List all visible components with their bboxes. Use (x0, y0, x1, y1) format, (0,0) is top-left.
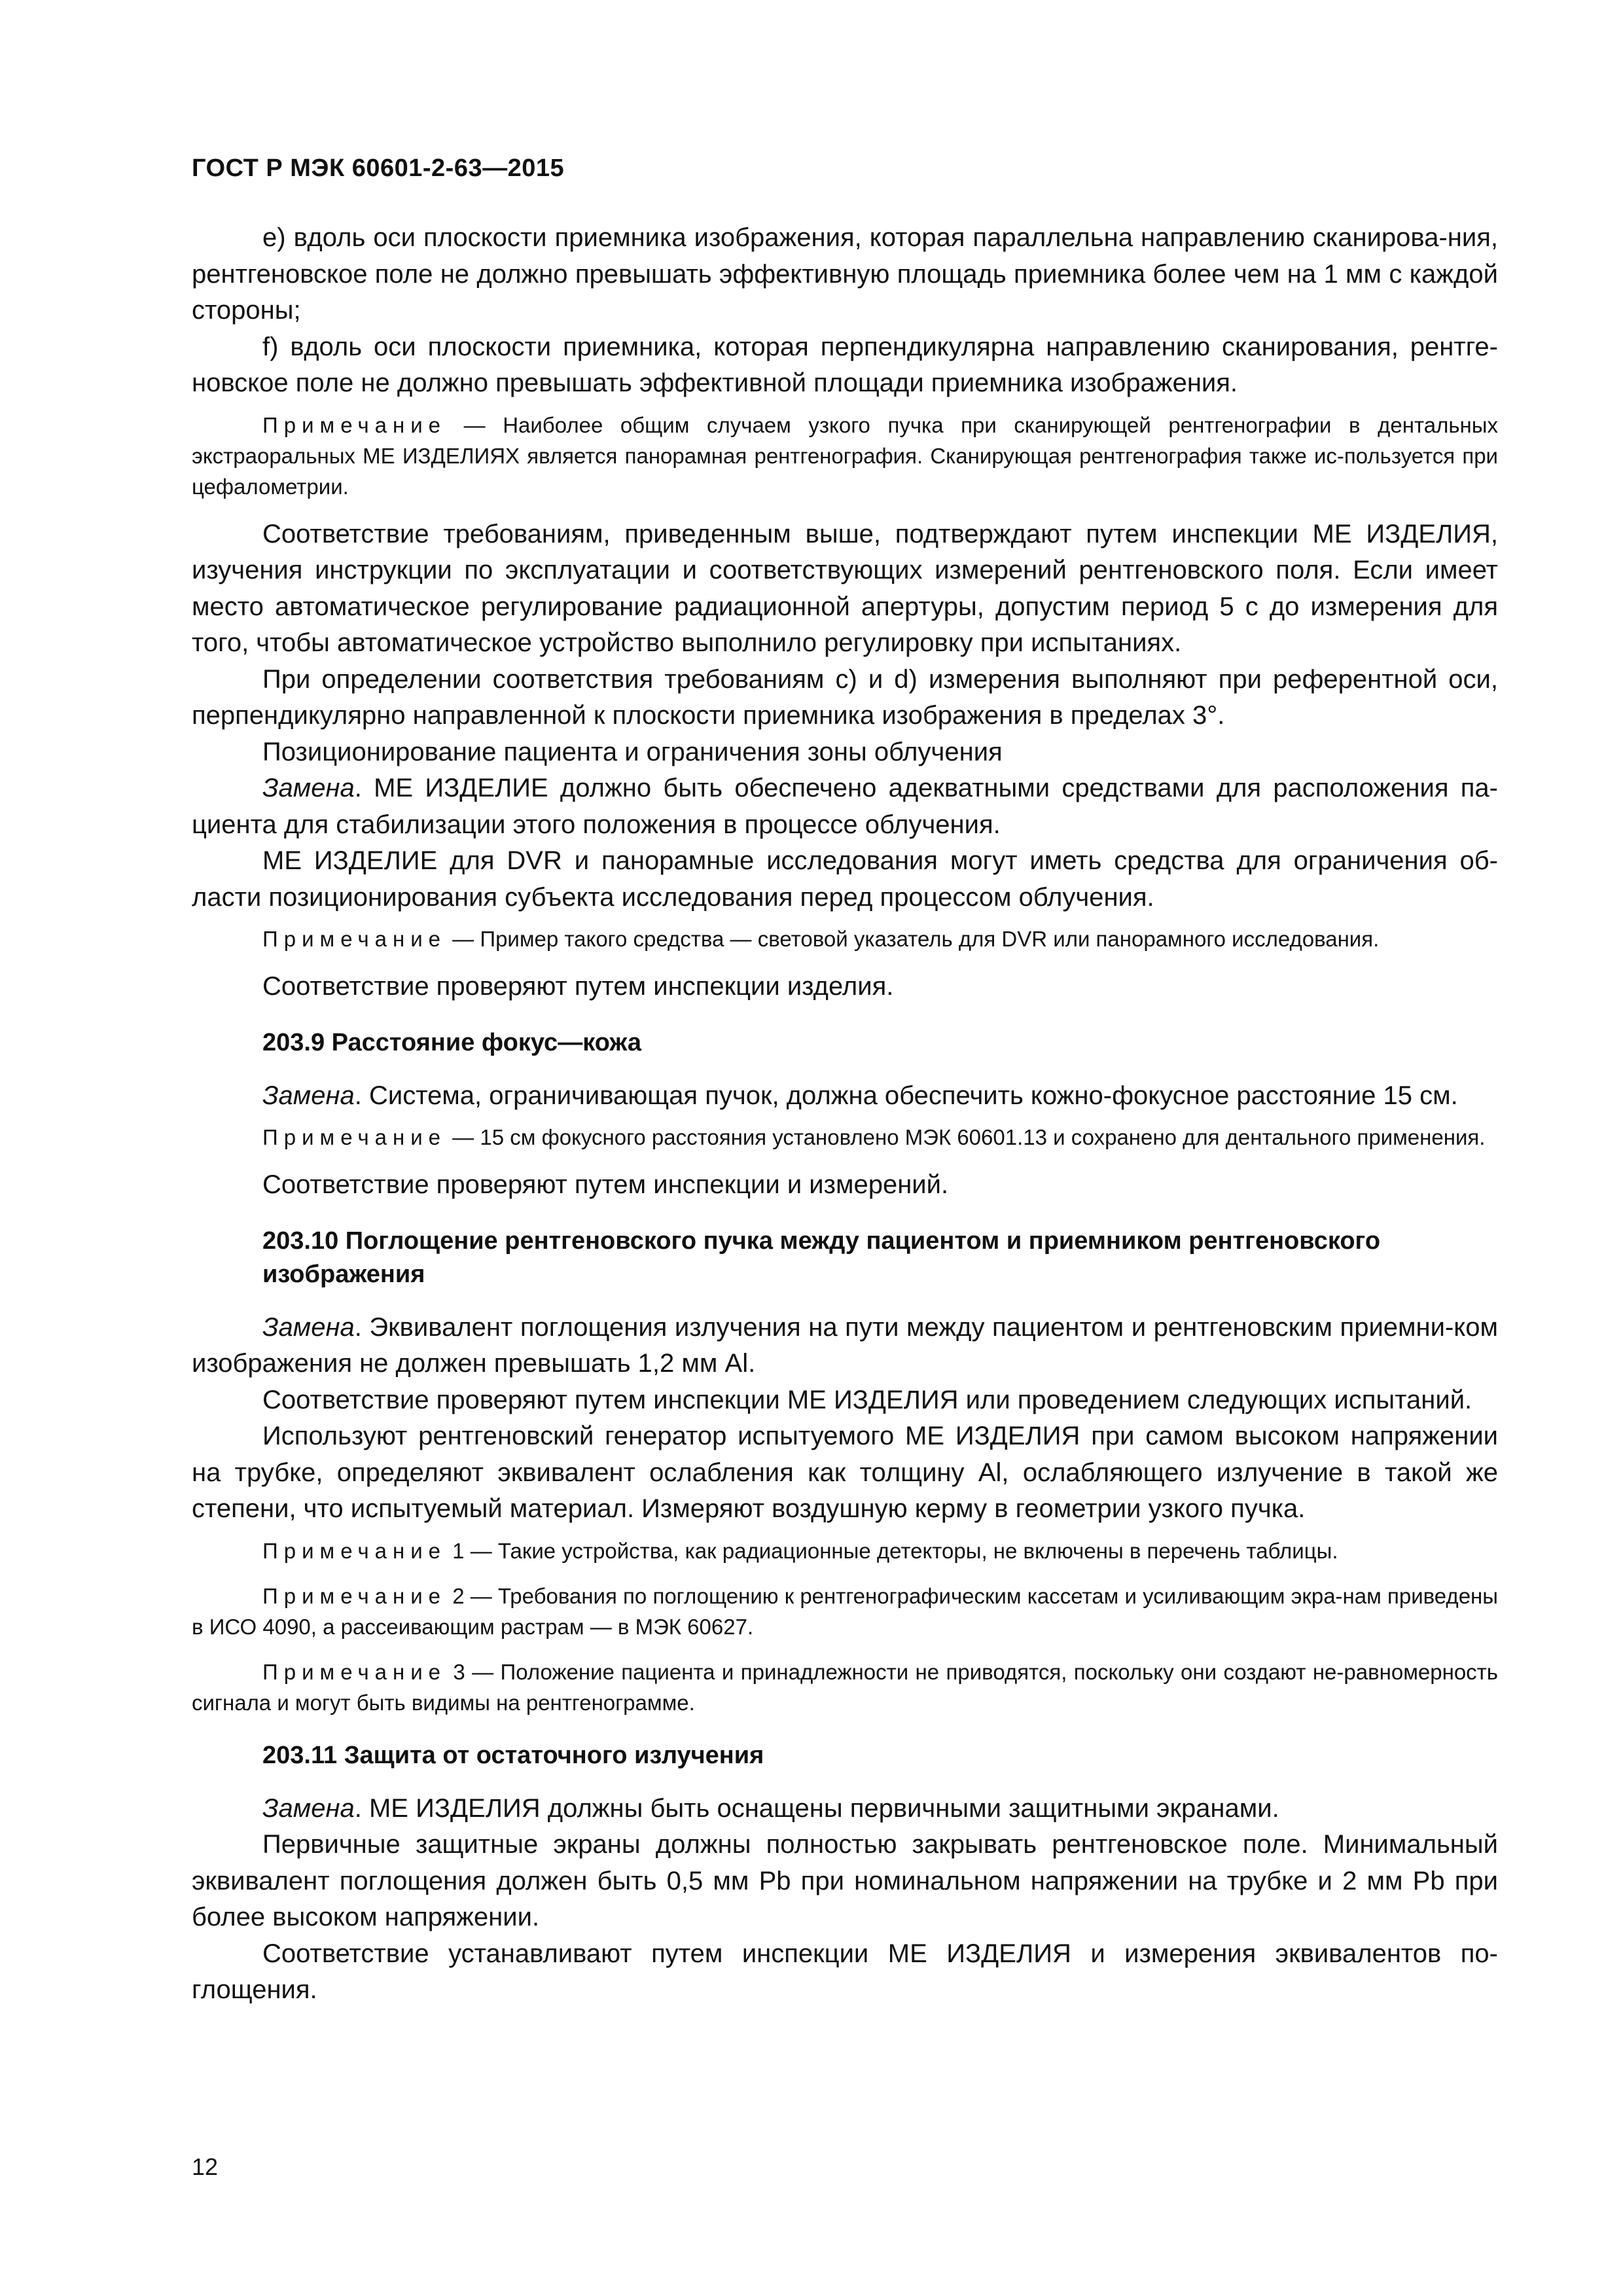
document-body (192, 220, 1498, 2009)
replacement-label: Замена (262, 774, 355, 802)
section-heading-203-9: 203.9 Расстояние фокус—кожа (262, 1028, 641, 1056)
section-heading-203-11: 203.11 Защита от остаточного излучения (262, 1741, 764, 1769)
paragraph-replacement-distance: Замена. Система, ограничивающая пучок, должна обеспечить кожно-фокусное расстояние 15 см. (262, 1081, 1458, 1110)
paragraph-compliance-measurements: Соответствие проверяют путем инспекции и измерений. (262, 1170, 949, 1199)
paragraph-replacement-absorption: Замена. Эквивалент поглощения излучения на пути между пациентом и рентгеновским приемни-ком изображения не должен превышать 1,2 мм Al. (192, 1312, 1498, 1378)
paragraph-compliance-tests: Соответствие проверяют путем инспекции МЕ ИЗДЕЛИЯ или проведением следующих испытаний. (262, 1385, 1472, 1414)
replacement-label: Замена (262, 1312, 355, 1342)
note-text: 2 — Требования по поглощению к рентгенографическим кассетам и усиливающим экра-нам приведены в ИСО 4090, а рассеивающим растрам — в МЭК 60627. (192, 1583, 1498, 1639)
note-4 (192, 1535, 1498, 1566)
paragraph-reference-axis: При определении соответствия требованиям c) и d) измерения выполняют при референтной оси, перпендикулярно направленной к плоскости приемника изображения в пределах 3°. (192, 664, 1499, 730)
paragraph-compliance-equivalents: Соответствие устанавливают путем инспекции МЕ ИЗДЕЛИЯ и измерения эквивалентов по-глощения. (192, 1939, 1498, 2004)
paragraph-item-f: f) вдоль оси плоскости приемника, которая перпендикулярна направлению сканирования, рентге-новское поле не должно превышать эффективной площади приемника изображения. (192, 332, 1498, 397)
note-label: Примечание (262, 412, 447, 437)
note-2 (192, 924, 1498, 954)
paragraph-compliance-inspection: Соответствие проверяют путем инспекции изделия. (262, 972, 894, 1001)
note-label: Примечание (262, 1538, 447, 1563)
note-1 (192, 410, 1498, 502)
paragraph-positioning-title: Позиционирование пациента и ограничения зоны облучения (262, 737, 1003, 766)
note-6 (192, 1657, 1498, 1718)
note-text: 1 — Такие устройства, как радиационные детекторы, не включены в перечень таблицы. (446, 1538, 1338, 1563)
paragraph-dvr-means: МЕ ИЗДЕЛИЕ для DVR и панорамные исследования могут иметь средства для ограничения об-ласти позиционирования субъекта исследования перед процессом облучения. (192, 846, 1498, 912)
section-heading-203-10: 203.10 Поглощение рентгеновского пучка между пациентом и приемником рентгеновского изображения (262, 1227, 1381, 1288)
note-label: Примечание (262, 1659, 447, 1684)
paragraph-compliance: Соответствие требованиям, приведенным выше, подтверждают путем инспекции МЕ ИЗДЕЛИЯ, изучения инструкции по эксплуатации и соответствующих измерений рентгеновского поля. Если имеет место автоматическое регулирование радиационной апертуры, допустим период 5 с до измерения для того, чтобы автоматическое устройство выполнило регулировку при испытаниях. (192, 519, 1498, 657)
paragraph-replacement-positioning: Замена. МЕ ИЗДЕЛИЕ должно быть обеспечено адекватными средствами для расположения па-циента для стабилизации этого положения в процессе облучения. (192, 774, 1498, 839)
page-number: 12 (192, 2153, 219, 2180)
note-text: 3 — Положение пациента и принадлежности не приводятся, поскольку они создают не-равномерность сигнала и могут быть видимы на рентгенограмме. (192, 1659, 1498, 1715)
replacement-label: Замена (262, 1081, 355, 1110)
document-header: ГОСТ Р МЭК 60601-2-63—2015 (192, 154, 565, 182)
paragraph-shield-requirements: Первичные защитные экраны должны полностью закрывать рентгеновское поле. Минимальный эквивалент поглощения должен быть 0,5 мм Pb при номинальном напряжении на трубке и 2 мм Pb при более высоком напряжении. (192, 1830, 1498, 1931)
paragraph-replacement-shielding: Замена. МЕ ИЗДЕЛИЯ должны быть оснащены первичными защитными экранами. (262, 1793, 1279, 1823)
note-label: Примечание (262, 927, 447, 951)
note-text: — Пример такого средства — световой указатель для DVR или панорамного исследования. (446, 927, 1380, 951)
note-text: — Наиболее общим случаем узкого пучка при сканирующей рентгенографии в дентальных экстраоральных МЕ ИЗДЕЛИЯХ является панорамная рентгенография. Сканирующая рентгенография также ис-пользуется при цефалометрии. (192, 412, 1498, 499)
note-label: Примечание (262, 1583, 447, 1608)
note-label: Примечание (262, 1125, 447, 1149)
note-5 (192, 1581, 1498, 1642)
note-3 (192, 1122, 1498, 1153)
replacement-label: Замена (262, 1793, 355, 1823)
paragraph-item-e: e) вдоль оси плоскости приемника изображения, которая параллельна направлению сканирова-ния, рентгеновское поле не должно превышать эффективную площадь приемника более чем на 1 мм с каждой стороны; (192, 223, 1498, 325)
note-text: — 15 см фокусного расстояния установлено МЭК 60601.13 и сохранено для дентального применения. (446, 1125, 1486, 1149)
paragraph-test-method: Используют рентгеновский генератор испытуемого МЕ ИЗДЕЛИЯ при самом высоком напряжении на трубке, определяют эквивалент ослабления как толщину Al, ослабляющего излучение в такой же степени, что испытуемый материал. Измеряют воздушную керму в геометрии узкого пучка. (192, 1422, 1498, 1523)
